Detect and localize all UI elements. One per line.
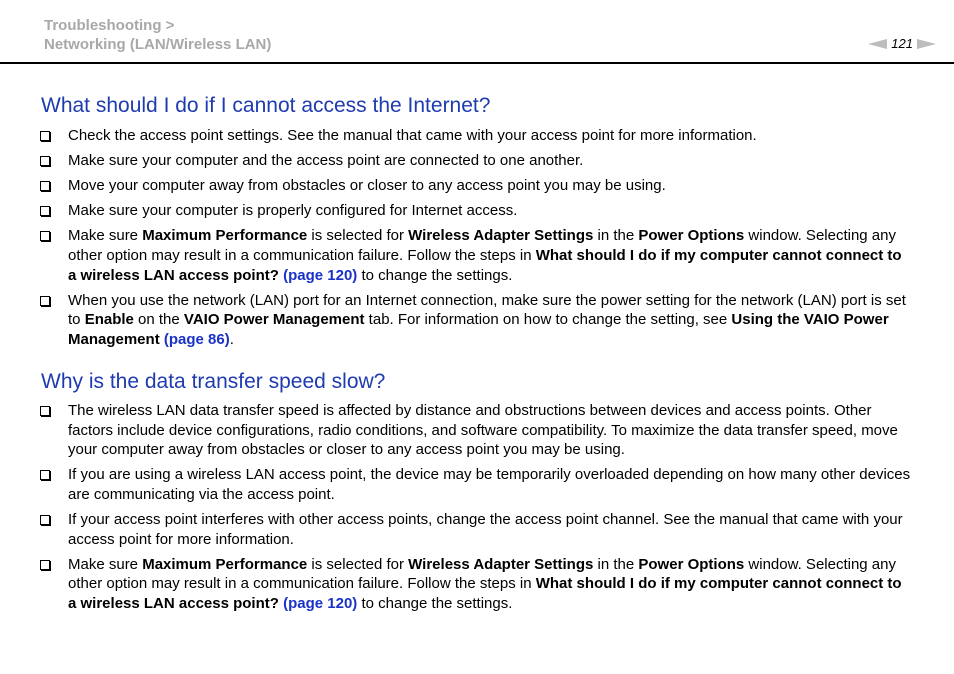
item-text: Make sure	[68, 555, 143, 573]
list-item	[40, 226, 912, 285]
item-text: window. Selecting any other option may result in a communication failure. Follow the steps in	[68, 555, 896, 593]
list-item	[40, 151, 912, 171]
section-title-transfer-speed: Why is the data transfer speed slow?	[41, 370, 386, 393]
list-item	[40, 555, 912, 614]
bold-term: What should I do if my computer cannot connect to a wireless LAN access point?	[68, 575, 902, 612]
bold-term: Wireless Adapter Settings	[408, 227, 594, 245]
item-text: in the	[593, 227, 639, 245]
page-link[interactable]: (page 120)	[283, 266, 358, 284]
item-text: in the	[593, 555, 639, 573]
section-list	[40, 401, 912, 613]
checkbox-bullet-icon	[40, 515, 50, 525]
list-item	[40, 126, 912, 146]
bold-term: Maximum Performance	[142, 227, 308, 245]
list-item	[40, 510, 912, 549]
checkbox-bullet-icon	[40, 131, 50, 141]
list-item	[40, 291, 912, 350]
checkbox-bullet-icon	[40, 206, 50, 216]
checkbox-bullet-icon	[40, 181, 50, 191]
item-text: to change the settings.	[357, 266, 513, 284]
checkbox-bullet-icon	[40, 156, 50, 166]
item-text: is selected for	[307, 555, 409, 573]
list-item	[40, 401, 912, 460]
item-text: Make sure your computer and the access point are connected to one another.	[68, 152, 584, 170]
bold-term: Using the VAIO Power Management	[68, 311, 889, 348]
item-text: .	[229, 330, 234, 348]
breadcrumb-current: Networking (LAN/Wireless LAN)	[44, 36, 272, 53]
item-text: When you use the network (LAN) port for an Internet connection, make sure the power setting for the network (LAN) port is set to	[68, 291, 906, 329]
item-text: Check the access point settings. See the manual that came with your access point for more information.	[68, 127, 757, 144]
bold-term: Power Options	[638, 227, 745, 245]
bold-term: Maximum Performance	[142, 555, 308, 573]
page-number: 121	[891, 36, 913, 51]
item-text: Make sure your computer is properly configured for Internet access.	[68, 202, 518, 220]
section-title-internet: What should I do if I cannot access the Internet?	[41, 94, 491, 117]
item-text: is selected for	[307, 227, 409, 245]
item-text: If you are using a wireless LAN access point, the device may be temporarily overloaded depending on how many other devices are communicating via the access point.	[68, 466, 911, 503]
page-link[interactable]: (page 120)	[283, 594, 358, 612]
checkbox-bullet-icon	[40, 231, 50, 241]
breadcrumb-parent[interactable]: Troubleshooting >	[44, 17, 175, 34]
bold-term: VAIO Power Management	[183, 311, 365, 329]
item-text: Make sure	[68, 227, 143, 245]
page-link[interactable]: (page 86)	[163, 330, 230, 348]
item-text: tab. For information on how to change the setting, see	[364, 311, 732, 329]
breadcrumb	[44, 16, 271, 54]
checkbox-bullet-icon	[40, 560, 50, 570]
list-item	[40, 465, 912, 504]
item-text: to change the settings.	[357, 594, 513, 612]
header-divider	[0, 62, 954, 64]
item-text: on the	[133, 311, 184, 329]
item-text: window. Selecting any other option may result in a communication failure. Follow the steps in	[68, 227, 896, 264]
checkbox-bullet-icon	[40, 296, 50, 306]
list-item	[40, 201, 912, 221]
prev-page-arrow-icon[interactable]	[868, 39, 887, 49]
bold-term: Power Options	[638, 555, 745, 573]
bold-term: What should I do if my computer cannot connect to a wireless LAN access point?	[68, 246, 902, 284]
bold-term: Wireless Adapter Settings	[408, 555, 594, 573]
item-text: The wireless LAN data transfer speed is affected by distance and obstructions between devices and access points. Other factors include device configurations, radio conditions, and software compatibility. To maximize the data transfer speed, move your computer away from obstacles or closer to any access point you may be using.	[68, 402, 898, 459]
checkbox-bullet-icon	[40, 470, 50, 480]
next-page-arrow-icon[interactable]	[917, 39, 936, 49]
section-list	[40, 126, 912, 349]
item-text: If your access point interferes with other access points, change the access point channel. See the manual that came with your access point for more information.	[68, 510, 903, 548]
list-item	[40, 176, 912, 196]
checkbox-bullet-icon	[40, 406, 50, 416]
page-navigation	[868, 36, 936, 52]
item-text: Move your computer away from obstacles or closer to any access point you may be using.	[68, 177, 666, 195]
bold-term: Enable	[84, 311, 134, 329]
